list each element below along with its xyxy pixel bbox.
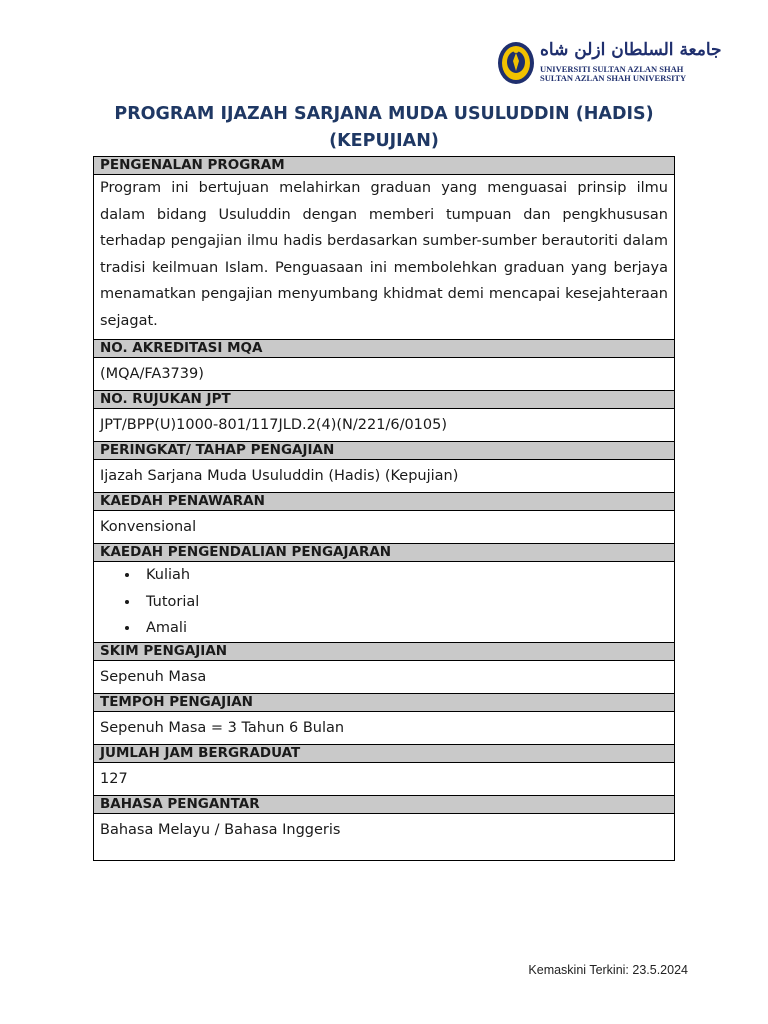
list-item: • Amali xyxy=(140,615,668,642)
intro-text: Program ini bertujuan melahirkan graduan yang menguasai prinsip ilmu dalam bidang Usuluddin dengan memberi tumpuan dan pengkhususan terhadap pengajian ilmu hadis berdasarkan sumber-sumber berautoriti dalam tradisi keilmuan Islam. Penguasaan ini membolehkan graduan yang berjaya menamatkan pengajian menyumbang khidmat demi mencapai kesejahteraan sejagat. xyxy=(94,175,675,340)
program-info-table xyxy=(93,156,675,861)
logo-name-english: SULTAN AZLAN SHAH UNIVERSITY xyxy=(540,73,687,83)
section-header-language: BAHASA PENGANTAR xyxy=(94,796,675,814)
duration-value: Sepenuh Masa = 3 Tahun 6 Bulan xyxy=(94,712,675,745)
credits-value: 127 xyxy=(94,763,675,796)
section-header-mqa: NO. AKREDITASI MQA xyxy=(94,340,675,358)
scheme-value: Sepenuh Masa xyxy=(94,661,675,694)
crest-icon xyxy=(496,40,536,86)
university-logo xyxy=(496,40,722,88)
delivery-list-cell xyxy=(94,562,675,643)
section-header-offering: KAEDAH PENAWARAN xyxy=(94,493,675,511)
level-value: Ijazah Sarjana Muda Usuluddin (Hadis) (Kepujian) xyxy=(94,460,675,493)
section-header-scheme: SKIM PENGAJIAN xyxy=(94,643,675,661)
section-header-credits: JUMLAH JAM BERGRADUAT xyxy=(94,745,675,763)
last-updated: Kemaskini Terkini: 23.5.2024 xyxy=(528,963,688,977)
delivery-list xyxy=(100,562,668,642)
list-item: • Kuliah xyxy=(140,562,668,589)
page-title-line2: (KEPUJIAN) xyxy=(329,131,439,151)
section-header-level: PERINGKAT/ TAHAP PENGAJIAN xyxy=(94,442,675,460)
section-header-intro: PENGENALAN PROGRAM xyxy=(94,157,675,175)
language-value: Bahasa Melayu / Bahasa Inggeris xyxy=(94,814,675,861)
jpt-value: JPT/BPP(U)1000-801/117JLD.2(4)(N/221/6/0105) xyxy=(94,409,675,442)
section-header-delivery: KAEDAH PENGENDALIAN PENGAJARAN xyxy=(94,544,675,562)
list-item: • Tutorial xyxy=(140,589,668,616)
mqa-value: (MQA/FA3739) xyxy=(94,358,675,391)
section-header-duration: TEMPOH PENGAJIAN xyxy=(94,694,675,712)
offering-value: Konvensional xyxy=(94,511,675,544)
logo-arabic-text: جامعة السلطان ازلن شاه xyxy=(540,40,722,60)
section-header-jpt: NO. RUJUKAN JPT xyxy=(94,391,675,409)
page-title: PROGRAM IJAZAH SARJANA MUDA USULUDDIN (HADIS) xyxy=(114,104,654,124)
logo-name-malay: UNIVERSITI SULTAN AZLAN SHAH xyxy=(540,64,684,74)
